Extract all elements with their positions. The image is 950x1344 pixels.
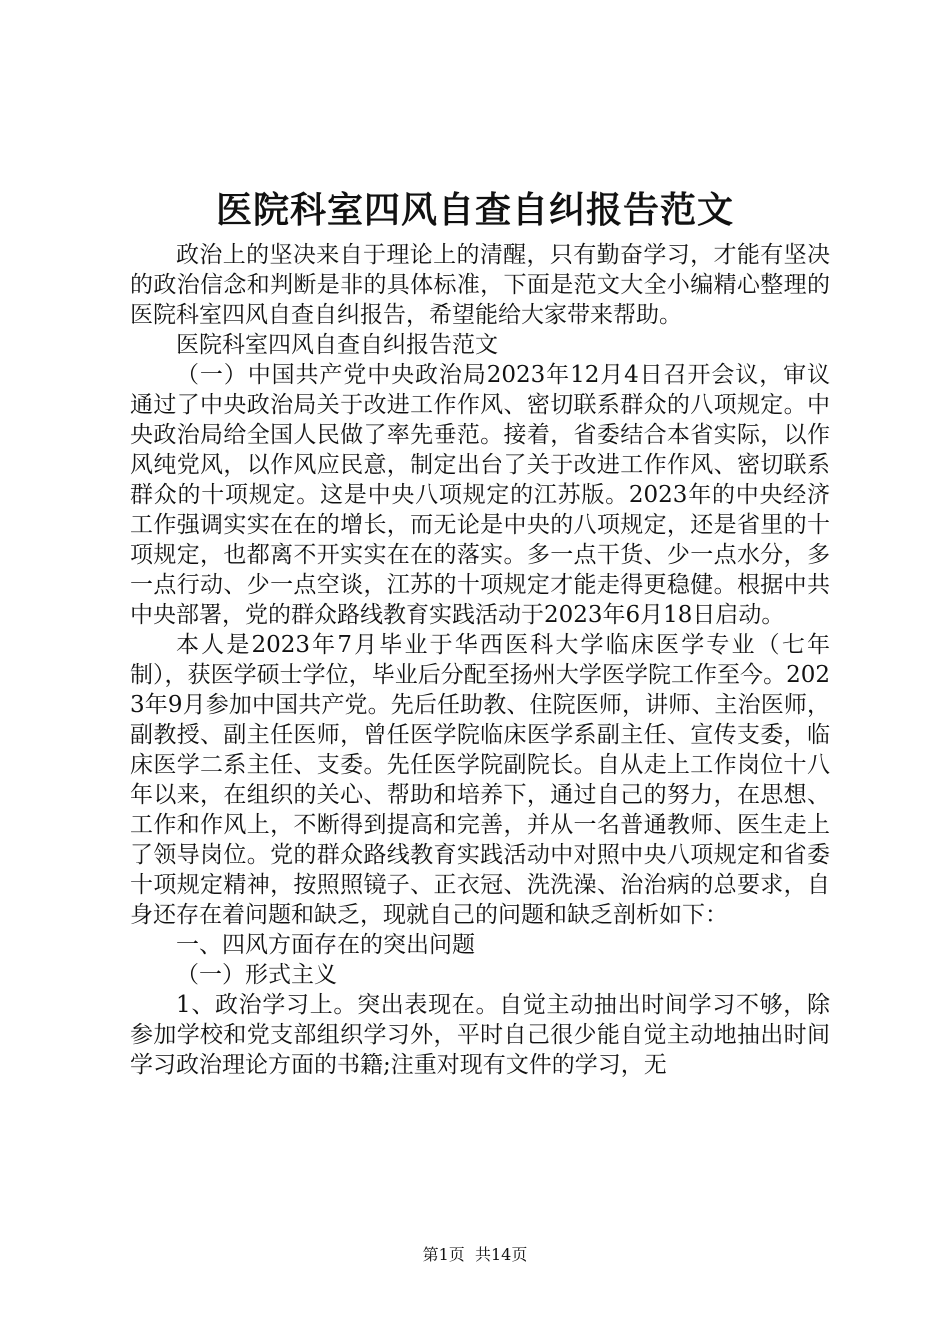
intro-paragraph: 政治上的坚决来自于理论上的清醒，只有勤奋学习，才能有坚决的政治信念和判断是非的具体标准，下面是范文大全小编精心整理的医院科室四风自查自纠报告，希望能给大家带来帮助。 xyxy=(130,242,830,328)
document-body xyxy=(130,240,830,1080)
heading-four-winds-problems: 一、四风方面存在的突出问题 xyxy=(176,932,475,958)
page-total: 共14页 xyxy=(474,1245,528,1264)
section-title: 医院科室四风自查自纠报告范文 xyxy=(176,332,498,358)
heading-formalism: （一）形式主义 xyxy=(176,962,337,988)
page-footer xyxy=(0,1245,950,1265)
paragraph-background: （一）中国共产党中央政治局2023年12月4日召开会议，审议通过了中央政治局关于改进工作作风、密切联系群众的八项规定。中央政治局给全国人民做了率先垂范。接着，省委结合本省实际，以作风纯党风，以作风应民意，制定出台了关于改进工作作风、密切联系群众的十项规定。这是中央八项规定的江苏版。2023年的中央经济工作强调实实在在的增长，而无论是中央的八项规定，还是省里的十项规定，也都离不开实实在在的落实。多一点干货、少一点水分，多一点行动、少一点空谈，江苏的十项规定才能走得更稳健。根据中共中央部署，党的群众路线教育实践活动于2023年6月18日启动。 xyxy=(130,362,830,628)
paragraph-personal-profile: 本人是2023年7月毕业于华西医科大学临床医学专业（七年制），获医学硕士学位，毕业后分配至扬州大学医学院工作至今。2023年9月参加中国共产党。先后任助教、住院医师，讲师、主治医师，副教授、副主任医师，曾任医学院临床医学系副主任、宣传支委，临床医学二系主任、支委。先任医学院副院长。自从走上工作岗位十八年以来，在组织的关心、帮助和培养下，通过自己的努力，在思想、工作和作风上，不断得到提高和完善，并从一名普通教师、医生走上了领导岗位。党的群众路线教育实践活动中对照中央八项规定和省委十项规定精神，按照照镜子、正衣冠、洗洗澡、治治病的总要求，自身还存在着问题和缺乏，现就自己的问题和缺乏剖析如下： xyxy=(130,632,830,928)
document-title: 医院科室四风自查自纠报告范文 xyxy=(215,189,734,231)
paragraph-political-study: 1、政治学习上。突出表现在。自觉主动抽出时间学习不够，除参加学校和党支部组织学习外，平时自己很少能自觉主动地抽出时间学习政治理论方面的书籍;注重对现有文件的学习，无 xyxy=(130,992,830,1078)
page-number: 第1页 xyxy=(422,1245,465,1264)
